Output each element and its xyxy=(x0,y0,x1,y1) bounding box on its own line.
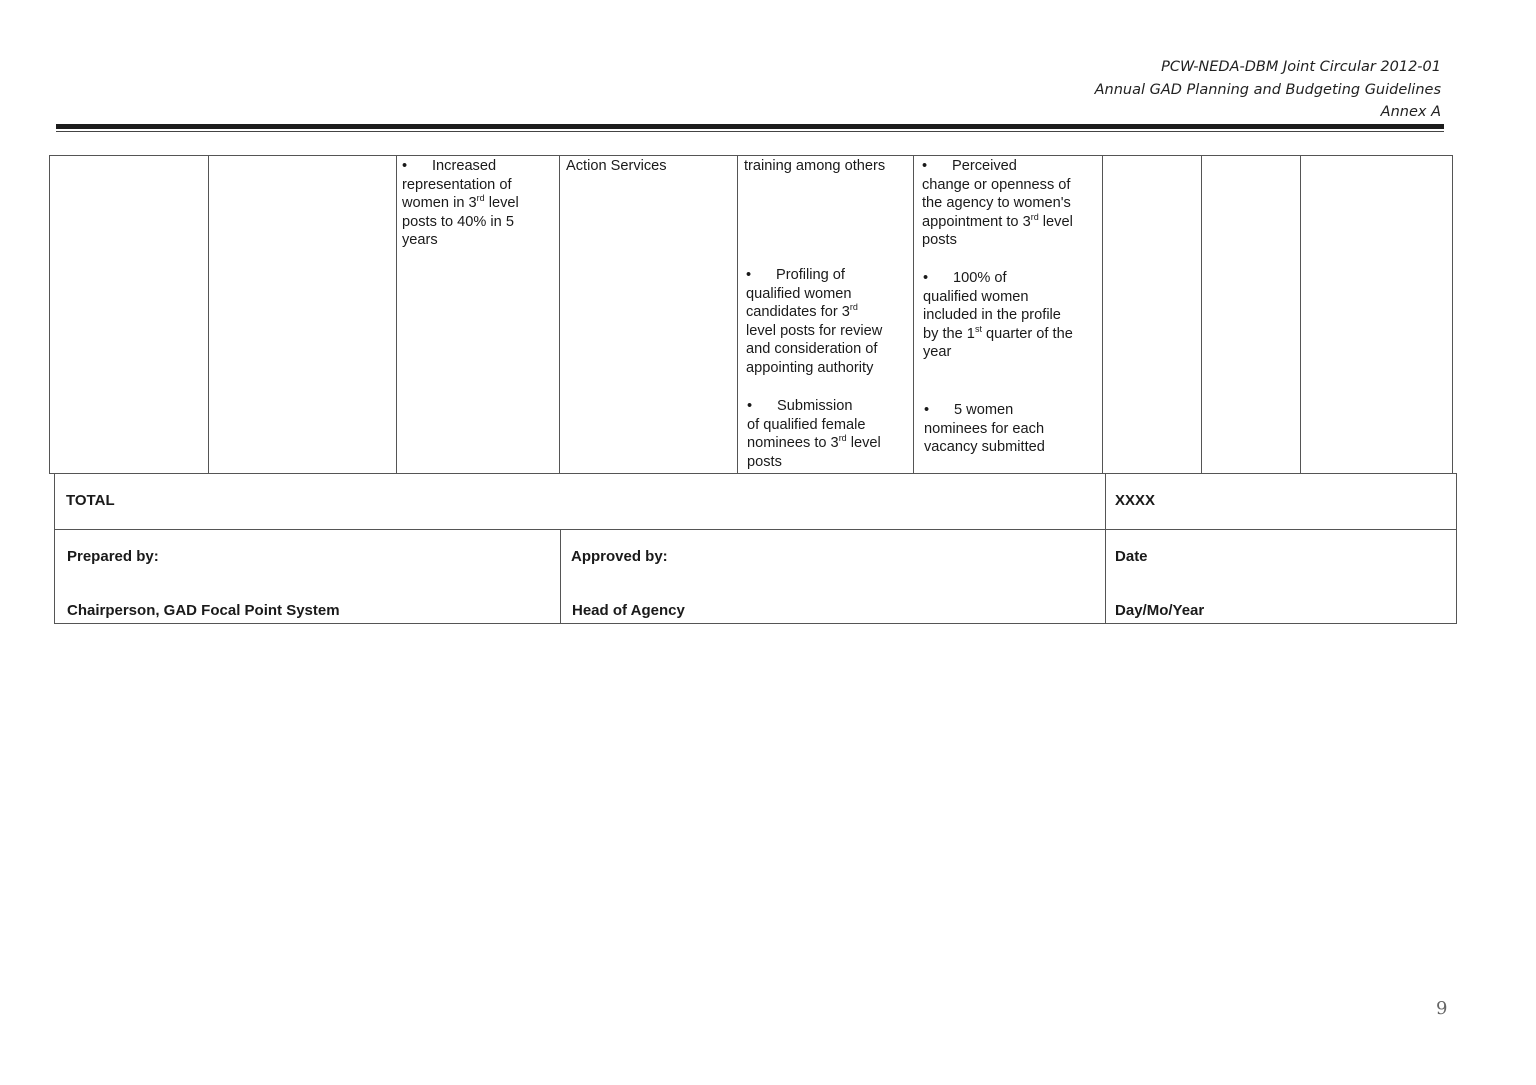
header-guidelines: Annual GAD Planning and Budgeting Guidelines xyxy=(1094,81,1441,98)
bullet-icon: • xyxy=(922,158,928,174)
total-value-cell xyxy=(1106,474,1457,530)
date-label: Date xyxy=(1115,548,1148,565)
approved-by-label: Approved by: xyxy=(571,548,668,565)
cell-activities: training among others • Profiling of qualified women candidates for 3rd level posts for review and consideration of appointing authority • Submission of qualified female nominees to 3rd level posts xyxy=(738,156,914,474)
page-number: 9 xyxy=(1436,998,1448,1019)
bullet-icon: • xyxy=(924,402,930,418)
total-value: XXXX xyxy=(1115,492,1156,509)
cell-program: Action Services xyxy=(560,156,738,474)
activity-profiling: • Profiling of qualified women candidates for 3rd level posts for review and consideration of appointing authority xyxy=(746,267,883,376)
header-rule-thick xyxy=(56,124,1444,129)
prepared-by-role: Chairperson, GAD Focal Point System xyxy=(67,602,340,619)
cell-empty-2 xyxy=(209,156,397,474)
signature-row xyxy=(55,530,1457,624)
approved-by-role: Head of Agency xyxy=(572,602,685,619)
total-label: TOTAL xyxy=(66,492,115,509)
bullet-icon: • xyxy=(747,398,753,414)
cell-result-statement: • Increased representation of women in 3rd level posts to 40% in 5 years xyxy=(397,156,560,474)
header-circular: PCW-NEDA-DBM Joint Circular 2012-01 xyxy=(1161,59,1441,75)
indicator-nominees: • 5 women nominees for each vacancy submitted xyxy=(924,402,1045,456)
date-cell xyxy=(1106,530,1457,624)
header-rule-thin xyxy=(56,131,1444,132)
bullet-icon: • xyxy=(746,267,752,283)
table-row xyxy=(50,156,1453,474)
cell-empty-8 xyxy=(1202,156,1301,474)
bullet-icon: • xyxy=(923,270,929,286)
prepared-by-label: Prepared by: xyxy=(67,548,159,565)
cell-empty-9 xyxy=(1301,156,1453,474)
header-annex: Annex A xyxy=(1380,104,1441,120)
document-header xyxy=(1095,56,1441,124)
date-format: Day/Mo/Year xyxy=(1115,602,1205,619)
bullet-icon: • xyxy=(402,158,408,174)
cell-empty-7 xyxy=(1103,156,1202,474)
total-label-cell xyxy=(55,474,1106,530)
signature-table xyxy=(54,473,1457,624)
activity-submission: • Submission of qualified female nominees to 3rd level posts xyxy=(747,398,881,470)
cell-performance-indicators xyxy=(914,156,1103,474)
prepared-by-cell xyxy=(55,530,561,624)
indicator-profile: • 100% of qualified women included in the profile by the 1st quarter of the year xyxy=(923,270,1073,361)
gad-plan-table xyxy=(49,155,1453,474)
indicator-perceived-change: • Perceived change or openness of the agency to women's appointment to 3rd level posts xyxy=(922,158,1073,249)
approved-by-cell xyxy=(561,530,1106,624)
total-row xyxy=(55,474,1457,530)
cell-empty-1 xyxy=(50,156,209,474)
